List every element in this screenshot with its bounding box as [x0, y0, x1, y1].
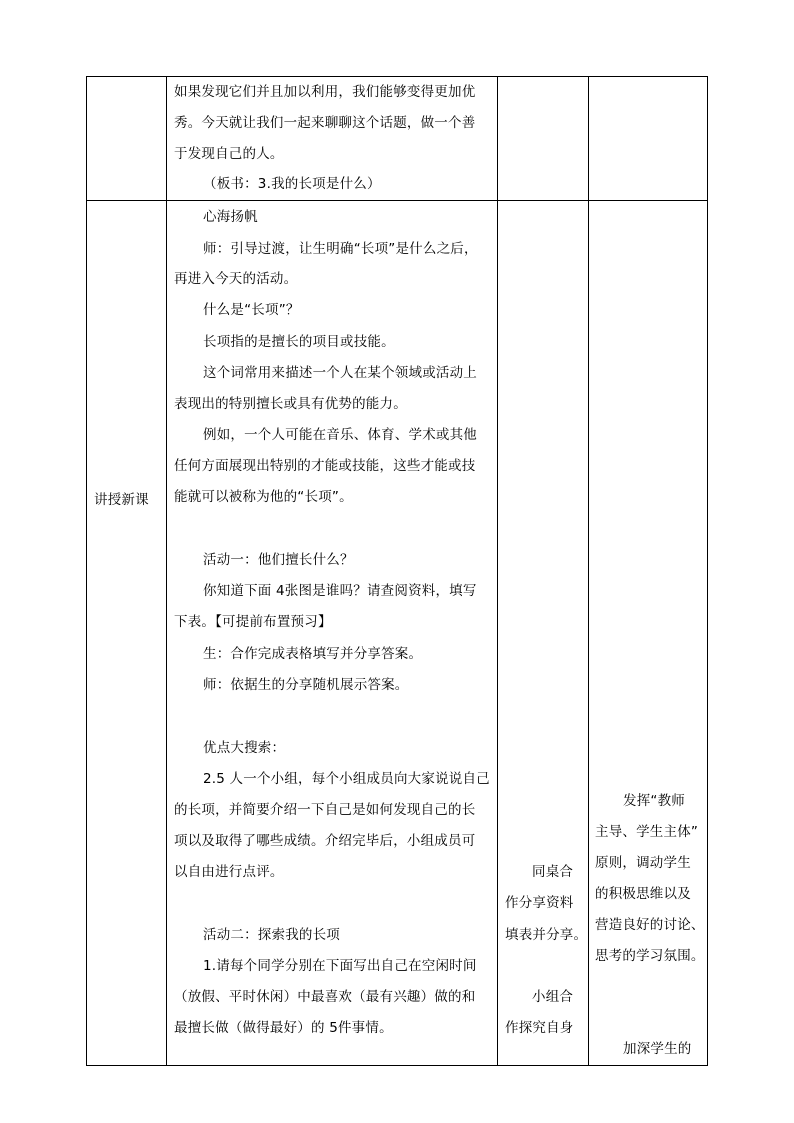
table-border-left: [86, 76, 87, 1066]
row2-content-line: 项以及取得了哪些成绩。介绍完毕后，小组成员可: [174, 833, 476, 849]
section-label: 讲授新课: [94, 492, 149, 508]
row2-content-line: 心海扬帆: [203, 209, 258, 225]
row2-content-line: 1.请每个同学分别在下面写出自己在空闲时间: [203, 958, 477, 974]
student-activity-line: 作分享资料: [505, 895, 574, 911]
table-border-right: [707, 76, 708, 1066]
design-intent-line: 发挥“教师: [623, 793, 685, 809]
table-border-bottom: [86, 1065, 708, 1066]
row2-content-line: 长项指的是擅长的项目或技能。: [203, 334, 395, 350]
row2-content-line: 例如，一个人可能在音乐、体育、学术或其他: [203, 427, 477, 443]
design-intent-line: 主导、学生主体”: [595, 824, 699, 840]
student-activity-line: 同桌合: [532, 864, 574, 880]
student-activity-line: 作探究自身: [505, 1020, 574, 1036]
row1-content-line: 于发现自己的人。: [174, 146, 284, 162]
table-row-divider: [86, 200, 708, 201]
design-intent-line: 原则，调动学生: [595, 855, 691, 871]
row2-content-line: 生：合作完成表格填写并分享答案。: [203, 646, 423, 662]
row2-content-line: 这个词常用来描述一个人在某个领域或活动上: [203, 365, 477, 381]
table-border-top: [86, 76, 708, 77]
row1-content-line: 如果发现它们并且加以利用，我们能够变得更加优: [174, 84, 476, 100]
student-activity-line: 小组合: [532, 989, 574, 1005]
design-intent-line: 加深学生的: [623, 1041, 692, 1057]
design-intent-line: 的积极思维以及: [595, 886, 691, 902]
design-intent-line: 营造良好的讨论、: [595, 917, 705, 933]
row1-content-line: （板书：3.我的长项是什么）: [203, 176, 381, 192]
row2-content-line: 表现出的特别擅长或具有优势的能力。: [174, 396, 407, 412]
row2-content-line: （放假、平时休闲）中最喜欢（最有兴趣）做的和: [174, 989, 476, 1005]
table-column-divider-3: [588, 76, 589, 1066]
row2-content-line: 的长项，并简要介绍一下自己是如何发现自己的长: [174, 802, 476, 818]
table-column-divider-1: [166, 76, 167, 1066]
design-intent-line: 思考的学习氛围。: [595, 948, 705, 964]
row2-content-line: 最擅长做（做得最好）的 5件事情。: [174, 1020, 393, 1036]
row2-content-line: 你知道下面 4张图是谁吗？请查阅资料，填写: [203, 583, 477, 599]
row2-content-line: 2.5 人一个小组，每个小组成员向大家说说自己: [203, 771, 490, 787]
row2-content-line: 任何方面展现出特别的才能或技能，这些才能或技: [174, 458, 476, 474]
row2-content-line: 师：引导过渡，让生明确“长项”是什么之后，: [203, 241, 478, 257]
row2-content-line: 以自由进行点评。: [174, 864, 284, 880]
row2-content-line: 优点大搜索：: [203, 740, 286, 756]
row2-content-line: 师：依据生的分享随机展示答案。: [203, 677, 409, 693]
student-activity-line: 填表并分享。: [505, 927, 588, 943]
row2-content-line: 能就可以被称为他的“长项”。: [174, 489, 353, 505]
row2-content-line: 活动二：探索我的长项: [203, 927, 340, 943]
table-column-divider-2: [497, 76, 498, 1066]
row1-content-line: 秀。今天就让我们一起来聊聊这个话题，做一个善: [174, 115, 476, 131]
row2-content-line: 再进入今天的活动。: [174, 271, 298, 287]
row2-content-line: 下表。【可提前布置预习】: [174, 614, 332, 630]
row2-content-line: 活动一：他们擅长什么？: [203, 552, 354, 568]
row2-content-line: 什么是“长项”？: [203, 302, 300, 318]
